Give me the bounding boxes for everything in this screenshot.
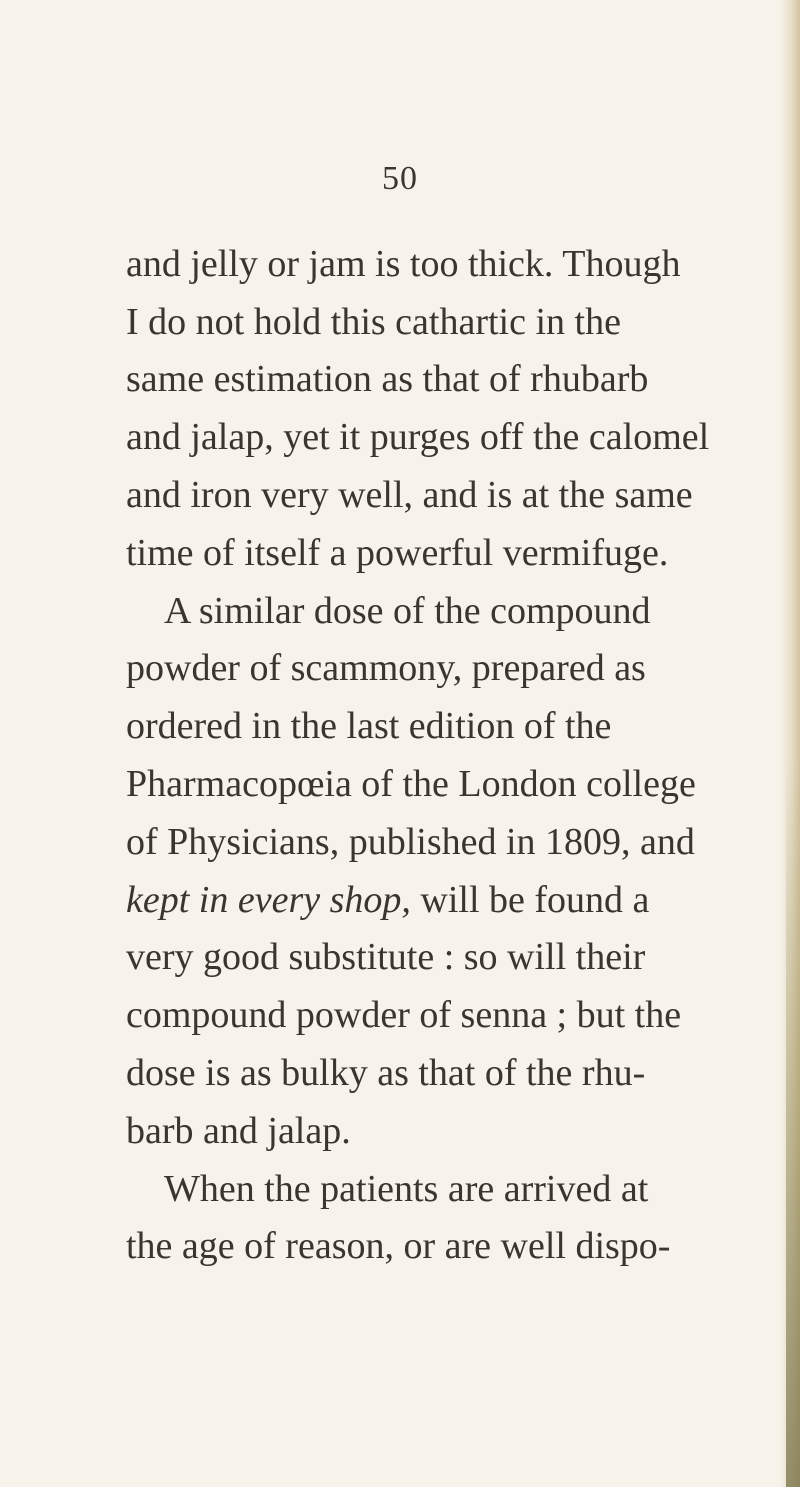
page-number: 50 [382,160,418,197]
text-line-8: powder of scammony, prepared as [126,647,646,689]
text-line-12: kept in every shop, will be found a [126,879,650,921]
text-line-5: and iron very well, and is at the same [126,474,693,516]
text-line-13: very good substitute : so will their [126,936,646,978]
text-line-15: dose is as bulky as that of the rhu- [126,1052,646,1094]
text-line-4: and jalap, yet it purges off the calomel [126,416,710,458]
text-line-9: ordered in the last edition of the [126,705,612,747]
text-line-3: same estimation as that of rhubarb [126,358,649,400]
text-line-11: of Physicians, published in 1809, and [126,821,695,863]
text-line-14: compound powder of senna ; but the [126,994,682,1036]
text-line-2: I do not hold this cathartic in the [126,301,621,343]
text-line-18: the age of reason, or are well dispo- [126,1225,671,1267]
text-line-6: time of itself a powerful vermifuge. [126,532,669,574]
text-line-10: Pharmacopœia of the London college [126,763,696,805]
text-line-7: A similar dose of the compound [164,590,651,632]
text-line-16: barb and jalap. [126,1110,351,1152]
text-line-17: When the patients are arrived at [164,1168,649,1210]
text-line-1: and jelly or jam is too thick. Though [126,243,681,285]
page-edge-stain [786,760,800,1487]
italic-phrase: kept in every shop, [126,879,411,921]
